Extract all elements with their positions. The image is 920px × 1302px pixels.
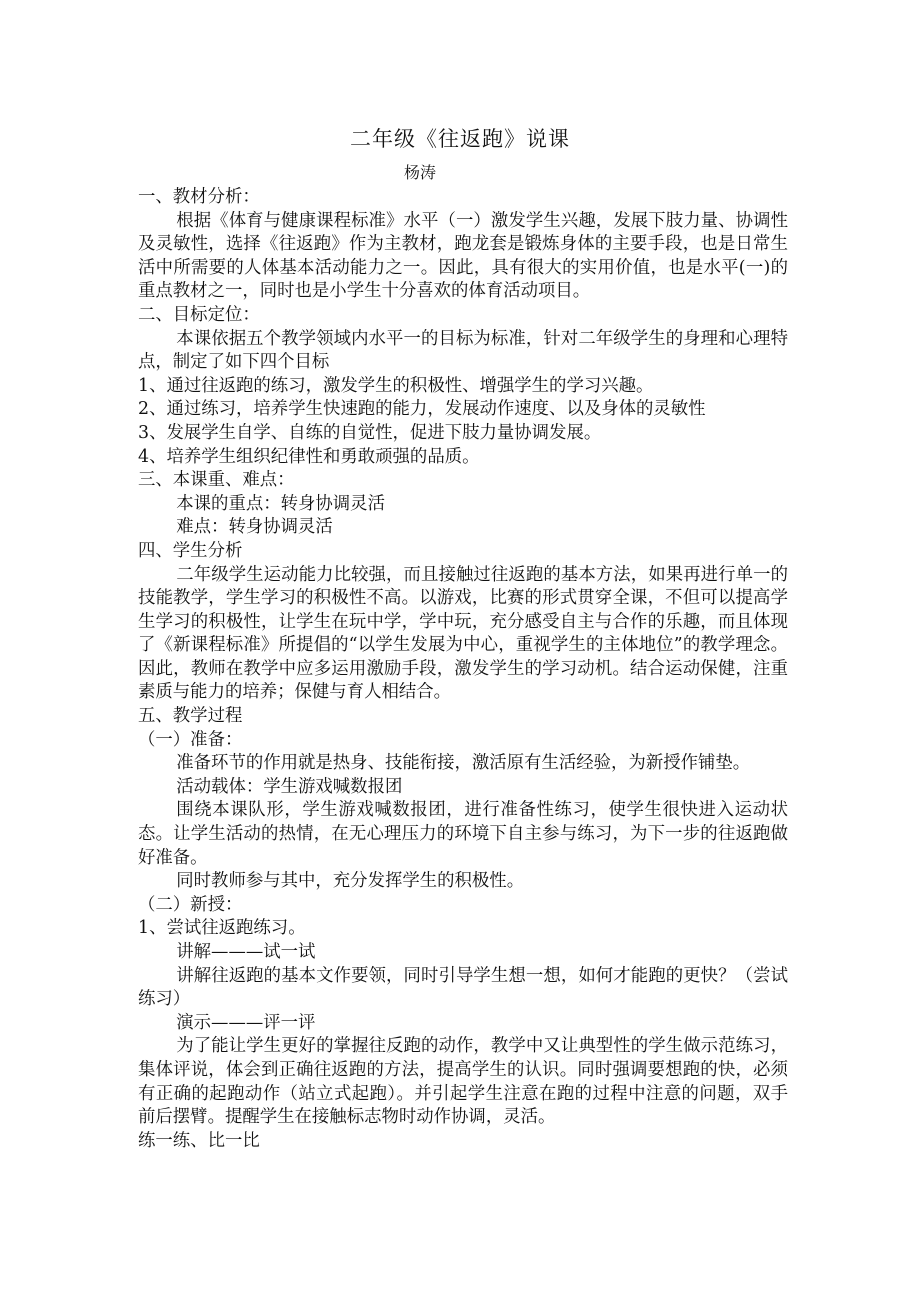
paragraph: 讲解———试一试 bbox=[176, 942, 316, 962]
paragraph: 1、通过往返跑的练习，激发学生的积极性、增强学生的学习兴趣。 bbox=[138, 375, 654, 396]
paragraph: 讲解往返跑的基本文作要领，同时引导学生想一想，如何才能跑的更快？（尝试练习） bbox=[138, 965, 788, 1010]
paragraph: 五、教学过程 bbox=[138, 706, 243, 727]
paragraph: 练一练、比一比 bbox=[138, 1130, 260, 1151]
paragraph: 3、发展学生自学、自练的自觉性，促进下肢力量协调发展。 bbox=[138, 422, 602, 443]
paragraph: 二、目标定位： bbox=[138, 304, 260, 325]
paragraph: 围绕本课队形，学生游戏喊数报团，进行准备性练习，使学生很快进入运动状态。让学生活动的热情，在无心理压力的环境下自主参与练习，为下一步的往返跑做好准备。 bbox=[138, 800, 788, 868]
paragraph: 本课的重点：转身协调灵活 bbox=[176, 493, 385, 514]
paragraph: 根据《体育与健康课程标准》水平（一）激发学生兴趣，发展下肢力量、协调性及灵敏性，选择《往返跑》作为主教材，跑龙套是锻炼身体的主要手段，也是日常生活中所需要的人体基本活动能力之一。因此，具有很大的实用价值，也是水平(一)的重点教材之一，同时也是小学生十分喜欢的体育活动项目。 bbox=[138, 210, 788, 302]
paragraph: 准备环节的作用就是热身、技能衔接，激活原有生活经验，为新授作铺垫。 bbox=[176, 753, 751, 774]
paragraph: 一、教材分析： bbox=[138, 187, 260, 207]
document-title: 二年级《往返跑》说课 bbox=[350, 127, 570, 151]
paragraph: 演示———评一评 bbox=[176, 1012, 316, 1033]
paragraph: 4、培养学生组织纪律性和勇敢顽强的品质。 bbox=[138, 446, 480, 467]
paragraph: 2、通过练习，培养学生快速跑的能力，发展动作速度、以及身体的灵敏性 bbox=[138, 399, 706, 420]
paragraph: 1、尝试往返跑练习。 bbox=[138, 918, 306, 939]
paragraph: 同时教师参与其中，充分发挥学生的积极性。 bbox=[176, 871, 525, 892]
paragraph: 四、学生分析 bbox=[138, 540, 243, 561]
paragraph: 活动载体：学生游戏喊数报团 bbox=[176, 776, 403, 797]
paragraph: 本课依据五个教学领域内水平一的目标为标准，针对二年级学生的身理和心理特点，制定了如下四个目标 bbox=[138, 328, 788, 373]
paragraph: （二）新授： bbox=[138, 894, 243, 915]
paragraph: 难点：转身协调灵活 bbox=[176, 517, 333, 538]
paragraph: （一）准备： bbox=[138, 729, 243, 750]
paragraph: 二年级学生运动能力比较强，而且接触过往返跑的基本方法，如果再进行单一的技能教学，学生学习的积极性不高。以游戏，比赛的形式贯穿全课，不但可以提高学生学习的积极性，让学生在玩中学，学中玩，充分感受自主与合作的乐趣，而且体现了《新课程标准》所提倡的“以学生发展为中心，重视学生的主体地位”的教学理念。因此，教师在教学中应多运用激励手段，激发学生的学习动机。结合运动保健，注重素质与能力的培养；保健与育人相结合。 bbox=[138, 564, 788, 703]
document-body bbox=[138, 186, 788, 1153]
document-author: 杨涛 bbox=[403, 163, 436, 182]
paragraph: 为了能让学生更好的掌握往反跑的动作，教学中又让典型性的学生做示范练习，集体评说，体会到正确往返跑的方法，提高学生的认识。同时强调要想跑的快，必须有正确的起跑动作（站立式起跑）。并引起学生注意在跑的过程中注意的问题，双手前后摆臂。提醒学生在接触标志物时动作协调，灵活。 bbox=[138, 1036, 788, 1128]
paragraph: 三、本课重、难点： bbox=[138, 470, 295, 491]
